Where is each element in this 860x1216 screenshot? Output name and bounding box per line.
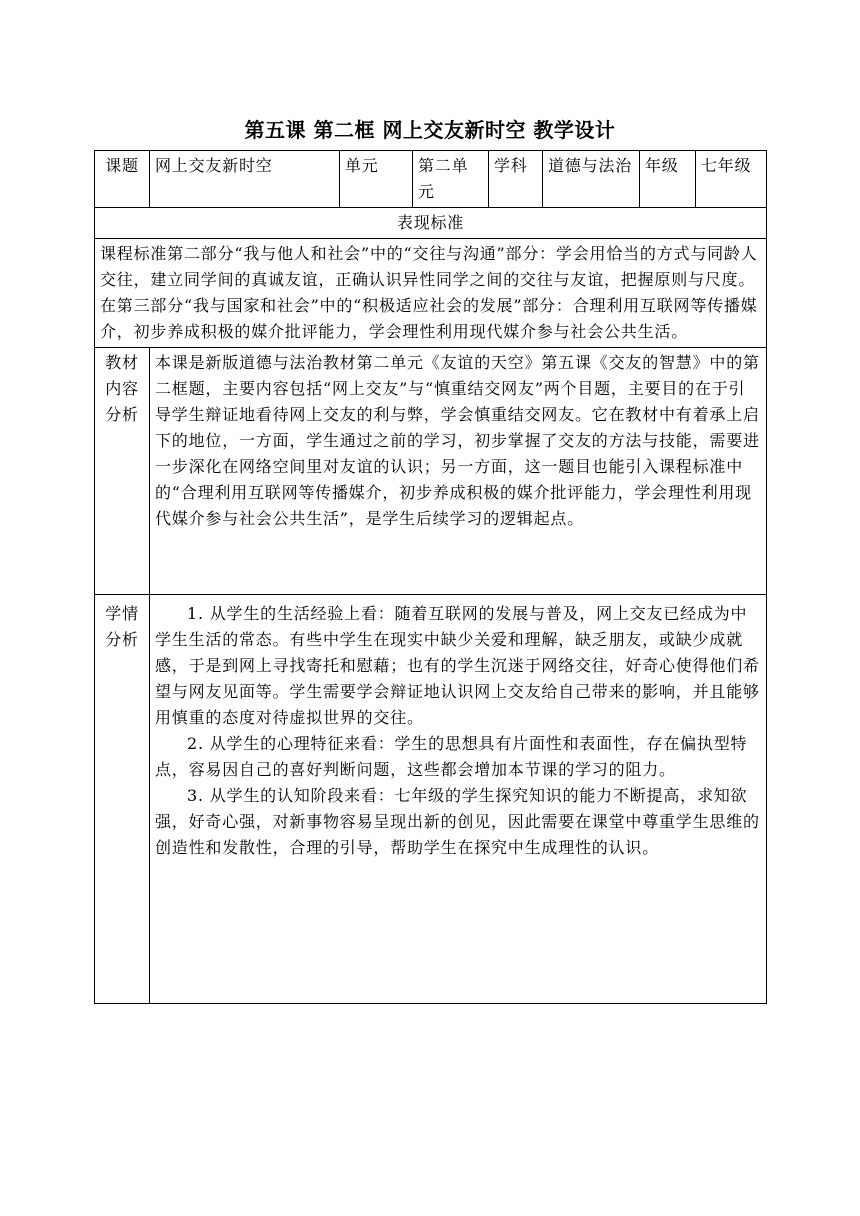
standard-heading: 表现标准 (95, 208, 767, 239)
grade-value: 七年级 (696, 151, 767, 208)
subject-label: 学科 (489, 151, 543, 208)
unit-value: 第二单元 (413, 151, 489, 208)
textbook-label: 教材内容分析 (95, 348, 150, 595)
students-row (95, 595, 767, 1004)
standard-paragraph: 课程标准第二部分“我与他人和社会”中的“交往与沟通”部分：学会用恰当的方式与同龄人交往，建立同学间的真诚友谊，正确认识异性同学之间的交往与友谊，把握原则与尺度。在第三部分“我与国家和社会”中的“积极适应社会的发展”部分：合理利用互联网等传播媒介，初步养成积极的媒介批评能力，学会理性利用现代媒介参与社会公共生活。 (100, 244, 758, 341)
grade-label: 年级 (640, 151, 696, 208)
students-paragraph-2: 2. 从学生的心理特征来看：学生的思想具有片面性和表面性，存在偏执型特点，容易因自己的喜好判断问题，这些都会增加本节课的学习的阻力。 (155, 734, 748, 779)
students-paragraph-3: 3. 从学生的认知阶段来看：七年级的学生探究知识的能力不断提高，求知欲强，好奇心强，对新事物容易呈现出新的创见，因此需要在课堂中尊重学生思维的创造性和发散性，合理的引导，帮助学生在探究中生成理性的认识。 (155, 786, 760, 857)
unit-label: 单元 (340, 151, 413, 208)
textbook-paragraph: 本课是新版道德与法治教材第二单元《友谊的天空》第五课《交友的智慧》中的第二框题，主要内容包括“网上交友”与“慎重结交网友”两个目题，主要目的在于引导学生辩证地看待网上交友的利与弊，学会慎重结交网友。它在教材中有着承上启下的地位，一方面，学生通过之前的学习，初步掌握了交友的方法与技能，需要进一步深化在网络空间里对友谊的认识；另一方面，这一题目也能引入课程标准中的“合理利用互联网等传播媒介，初步养成积极的媒介批评能力，学会理性利用现代媒介参与社会公共生活”，是学生后续学习的逻辑起点。 (155, 353, 760, 528)
topic-label: 课题 (95, 151, 150, 208)
students-content (150, 595, 767, 1004)
topic-value: 网上交友新时空 (150, 151, 340, 208)
document-title: 第五课 第二框 网上交友新时空 教学设计 (244, 118, 616, 142)
students-paragraph-1: 1. 从学生的生活经验上看：随着互联网的发展与普及，网上交友已经成为中学生生活的常态。有些中学生在现实中缺少关爱和理解，缺乏朋友，或缺少成就感，于是到网上寻找寄托和慰藉；也有的学生沉迷于网络交往，好奇心使得他们希望与网友见面等。学生需要学会辩证地认识网上交友给自己带来的影响，并且能够用慎重的态度对待虚拟世界的交往。 (155, 604, 760, 727)
textbook-content (150, 348, 767, 595)
standard-heading-row (95, 208, 767, 239)
textbook-row (95, 348, 767, 595)
standard-text (95, 239, 767, 348)
subject-value: 道德与法治 (543, 151, 640, 208)
lesson-design-table (94, 150, 767, 1004)
students-label: 学情分析 (95, 595, 150, 1004)
standard-text-row (95, 239, 767, 348)
header-row (95, 151, 767, 208)
